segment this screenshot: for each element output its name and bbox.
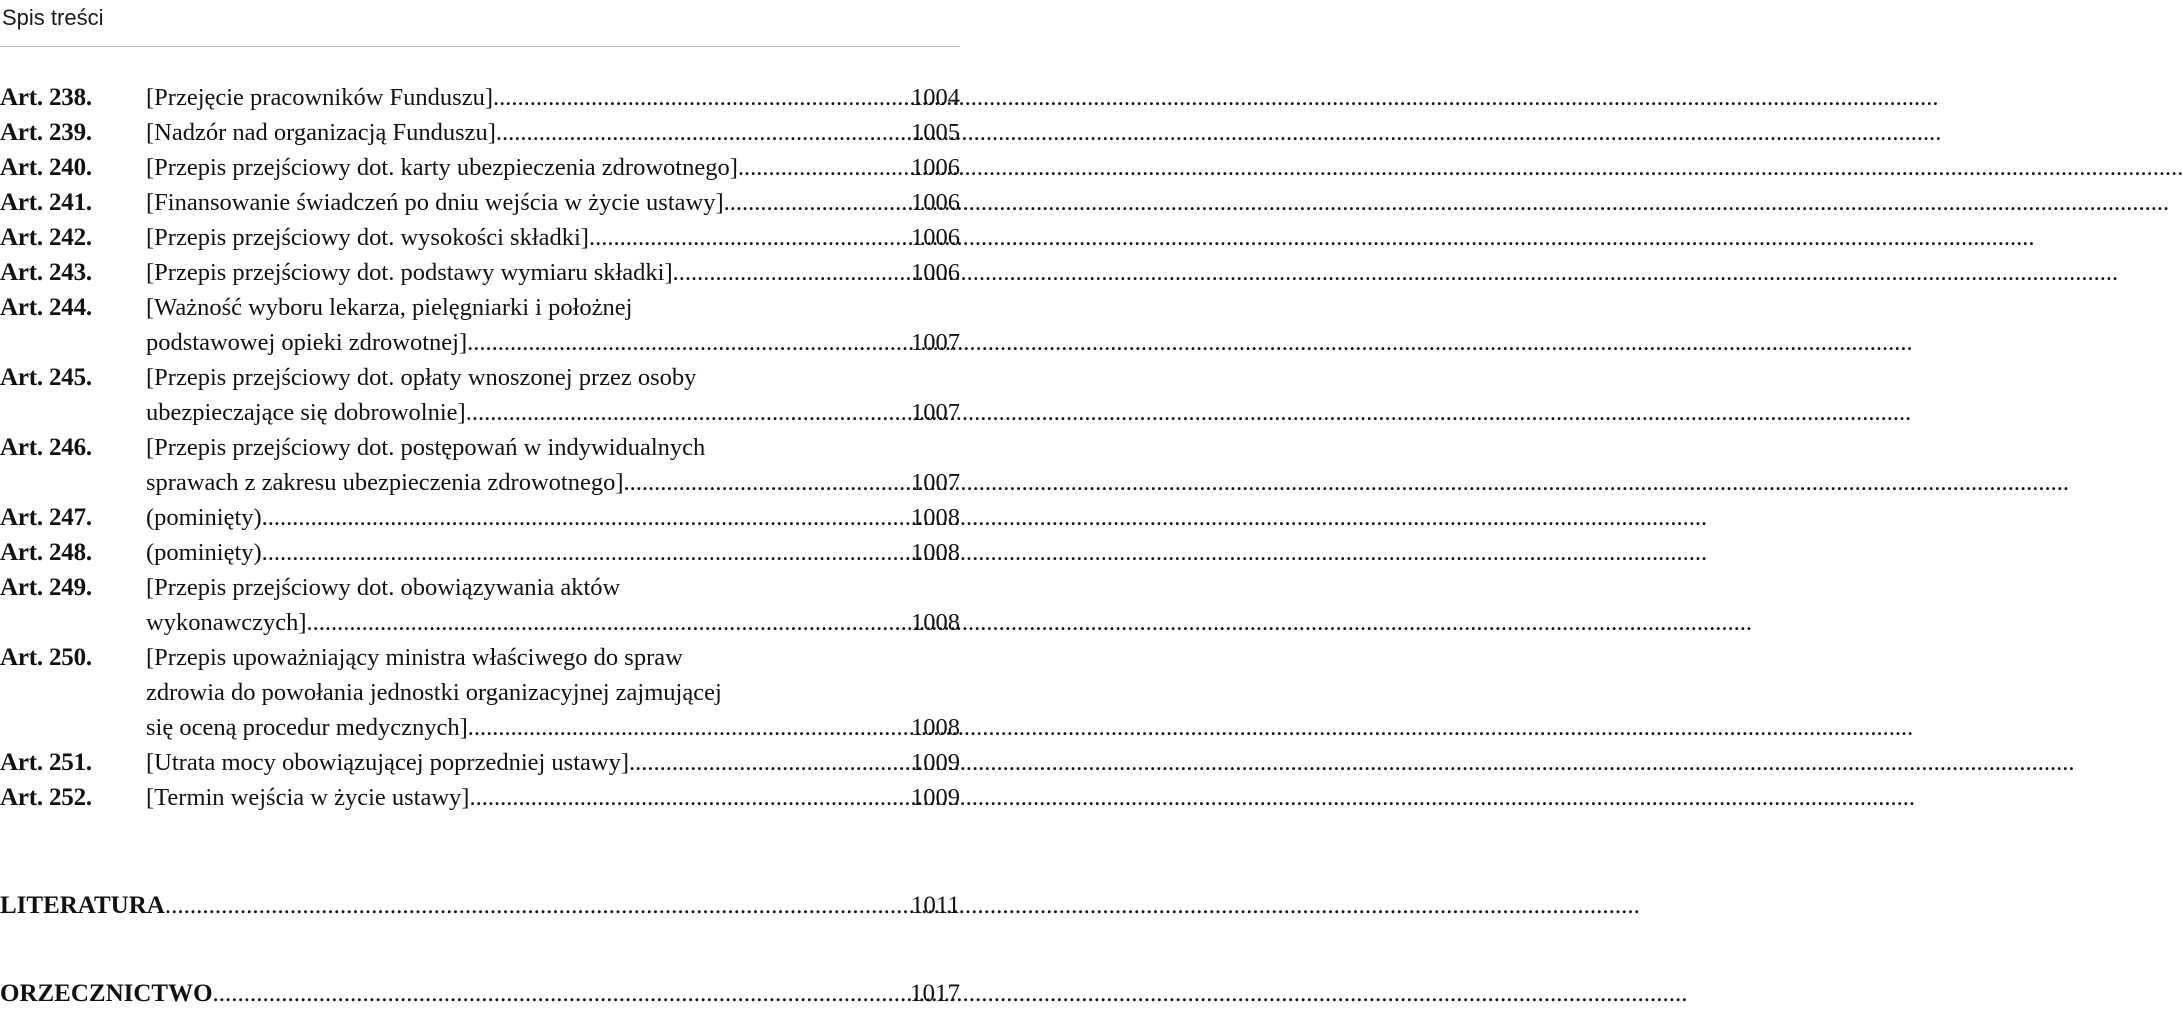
entry-title-text: podstawowej opieki zdrowotnej] (146, 329, 468, 356)
dot-leader (262, 500, 910, 535)
toc-entry[interactable] (0, 500, 960, 535)
dot-leader (629, 745, 910, 780)
dot-leader (493, 80, 910, 115)
entry-title (146, 535, 960, 570)
entry-title-line (146, 80, 960, 115)
entry-title-line: zdrowia do powołania jednostki organizacyjnej zajmującej (146, 679, 722, 706)
entry-title-line (146, 780, 960, 815)
page-number: 1008 (911, 609, 960, 636)
entry-title-line (146, 535, 960, 570)
dot-leader (213, 976, 909, 1011)
toc-entry[interactable] (0, 360, 960, 430)
toc-entry[interactable] (0, 150, 960, 185)
entry-title-text: sprawach z zakresu ubezpieczenia zdrowotnego] (146, 469, 624, 496)
toc-entry[interactable] (0, 255, 960, 290)
entry-title-line (146, 255, 960, 290)
entry-title-line (146, 185, 960, 220)
entry-title-line (146, 465, 960, 500)
article-number: Art. 249. (0, 574, 92, 601)
page-number: 1009 (911, 749, 960, 776)
page-number: 1008 (911, 504, 960, 531)
dot-leader (468, 710, 910, 745)
entry-title-line (146, 395, 960, 430)
page-number: 1004 (911, 84, 960, 111)
entry-title-line: [Ważność wyboru lekarza, pielęgniarki i położnej (146, 294, 633, 321)
page-number: 1005 (911, 119, 960, 146)
article-number: Art. 248. (0, 539, 92, 566)
toc-entry[interactable] (0, 115, 960, 150)
article-number: Art. 247. (0, 504, 92, 531)
entry-title-text: [Nadzór nad organizacją Funduszu] (146, 119, 496, 146)
article-number: Art. 250. (0, 644, 92, 671)
entry-title-line (146, 115, 960, 150)
dot-leader (589, 220, 910, 255)
page-number: 1011 (910, 892, 960, 919)
toc-entry[interactable] (0, 290, 960, 360)
dot-leader (673, 255, 910, 290)
toc-entry[interactable] (0, 535, 960, 570)
entry-title-line (146, 710, 960, 745)
page-number: 1007 (911, 329, 960, 356)
entry-title-line (146, 150, 960, 185)
toc-entry[interactable] (0, 430, 960, 500)
entry-title-text: (pominięty) (146, 504, 262, 531)
entry-title (146, 745, 960, 780)
entry-title (146, 255, 960, 290)
entry-title-line (146, 500, 960, 535)
entry-title (146, 780, 960, 815)
dot-leader (496, 115, 910, 150)
entry-title-line (146, 220, 960, 255)
section-label: LITERATURA (0, 892, 165, 919)
section-label: ORZECZNICTWO (0, 980, 213, 1007)
article-number: Art. 244. (0, 294, 92, 321)
article-number: Art. 240. (0, 154, 92, 181)
entry-title-line (146, 325, 960, 360)
page-title: Spis treści (2, 5, 104, 30)
page-number: 1008 (911, 539, 960, 566)
entry-title-text: [Termin wejścia w życie ustawy] (146, 784, 470, 811)
entry-title (146, 570, 960, 640)
page-number: 1017 (910, 980, 960, 1007)
entry-title-text: (pominięty) (146, 539, 262, 566)
entry-title-line: [Przepis przejściowy dot. opłaty wnoszonej przez osoby (146, 364, 697, 391)
dot-leader (738, 150, 910, 185)
entry-title (146, 500, 960, 535)
article-number: Art. 241. (0, 189, 92, 216)
entry-title-line: [Przepis przejściowy dot. postępowań w indywidualnych (146, 434, 706, 461)
dot-leader (307, 605, 910, 640)
entry-title-line: [Przepis przejściowy dot. obowiązywania aktów (146, 574, 621, 601)
page-number: 1008 (911, 714, 960, 741)
entry-title-text: [Przepis przejściowy dot. podstawy wymiaru składki] (146, 259, 673, 286)
entry-title-text: [Utrata mocy obowiązującej poprzedniej ustawy] (146, 749, 630, 776)
dot-leader (624, 465, 911, 500)
article-number: Art. 238. (0, 84, 92, 111)
article-number: Art. 242. (0, 224, 92, 251)
dot-leader (466, 395, 910, 430)
page-number: 1007 (911, 399, 960, 426)
page-number: 1006 (911, 154, 960, 181)
article-number: Art. 246. (0, 434, 92, 461)
entry-title-text: [Finansowanie świadczeń po dniu wejścia w życie ustawy] (146, 189, 724, 216)
entry-title-line (146, 605, 960, 640)
dot-leader (165, 888, 910, 923)
dot-leader (724, 185, 910, 220)
entry-title (146, 150, 960, 185)
entry-title-text: [Przejęcie pracowników Funduszu] (146, 84, 493, 111)
entry-title-text: się oceną procedur medycznych] (146, 714, 468, 741)
article-number: Art. 252. (0, 784, 92, 811)
dot-leader (262, 535, 910, 570)
entry-title (146, 185, 960, 220)
dot-leader (469, 780, 910, 815)
entry-title-text: [Przepis przejściowy dot. wysokości składki] (146, 224, 589, 251)
page-number: 1007 (911, 469, 960, 496)
entry-title-text: ubezpieczające się dobrowolnie] (146, 399, 466, 426)
page-number: 1006 (911, 259, 960, 286)
entry-title-line: [Przepis upoważniający ministra właściwego do spraw (146, 644, 683, 671)
dot-leader (467, 325, 910, 360)
article-number: Art. 251. (0, 749, 92, 776)
entry-title (146, 115, 960, 150)
toc-entry[interactable] (0, 745, 960, 780)
entry-title-text: [Przepis przejściowy dot. karty ubezpieczenia zdrowotnego] (146, 154, 738, 181)
page-number: 1009 (911, 784, 960, 811)
article-number: Art. 239. (0, 119, 92, 146)
article-number: Art. 245. (0, 364, 92, 391)
toc-entry[interactable] (0, 220, 960, 255)
entry-title-line (146, 745, 960, 780)
page-number: 1006 (911, 189, 960, 216)
entry-title (146, 360, 960, 430)
toc-entry[interactable] (0, 640, 960, 745)
toc-entry[interactable] (0, 185, 960, 220)
toc-section-literatura[interactable] (0, 888, 960, 923)
entry-title (146, 640, 960, 745)
entry-title (146, 80, 960, 115)
entry-title-text: wykonawczych] (146, 609, 307, 636)
entry-title (146, 220, 960, 255)
entry-title (146, 430, 960, 500)
entry-title (146, 290, 960, 360)
toc-entry[interactable] (0, 570, 960, 640)
toc-entry[interactable] (0, 780, 960, 815)
page-header (0, 0, 960, 47)
toc-section-orzecznictwo[interactable] (0, 976, 960, 1011)
toc-entry[interactable] (0, 80, 960, 115)
table-of-contents (0, 80, 960, 815)
article-number: Art. 243. (0, 259, 92, 286)
page-number: 1006 (911, 224, 960, 251)
